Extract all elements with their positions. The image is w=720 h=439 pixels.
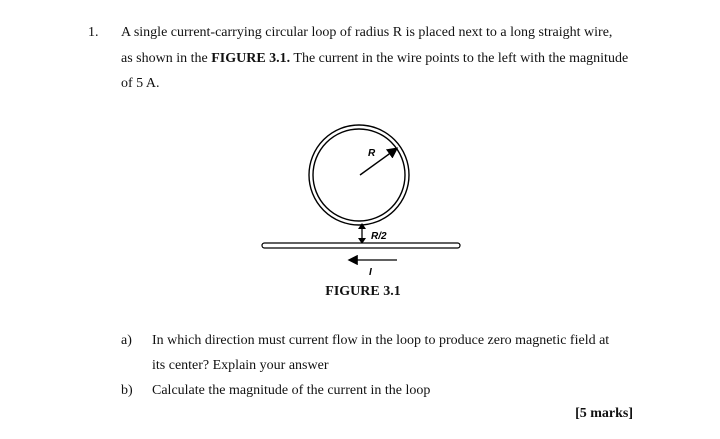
question-text-line-2-end: The current in the wire points to the left with the magnitude: [290, 51, 629, 66]
question-number: 1.: [88, 25, 99, 40]
figure-diagram: [250, 115, 480, 285]
part-b-text: Calculate the magnitude of the current in the loop: [152, 383, 431, 398]
radius-label: R: [368, 148, 376, 159]
current-loop-outer: [309, 125, 409, 225]
part-a-text-line-2: its center? Explain your answer: [152, 358, 329, 373]
straight-wire: [262, 243, 460, 248]
current-loop-inner: [313, 129, 405, 221]
question-text-line-2-start: as shown in the: [121, 51, 212, 66]
question-text-line-2: [121, 51, 628, 67]
figure-reference: FIGURE 3.1.: [211, 51, 291, 66]
question-text-line-3: of 5 A.: [121, 76, 160, 91]
figure-caption: FIGURE 3.1: [325, 284, 401, 299]
figure-3-1: [250, 115, 480, 290]
part-a-label: a): [121, 333, 132, 348]
part-b-label: b): [121, 383, 133, 398]
gap-label: R/2: [371, 231, 387, 242]
current-label: I: [369, 267, 372, 278]
radius-arrow: [360, 149, 396, 175]
part-a-text-line-1: In which direction must current flow in the loop to produce zero magnetic field at: [152, 333, 610, 348]
marks-label: [5 marks]: [575, 406, 633, 421]
gap-arrow-top-head: [358, 223, 366, 229]
question-text-line-1: A single current-carrying circular loop of radius R is placed next to a long straight wire,: [121, 25, 613, 40]
